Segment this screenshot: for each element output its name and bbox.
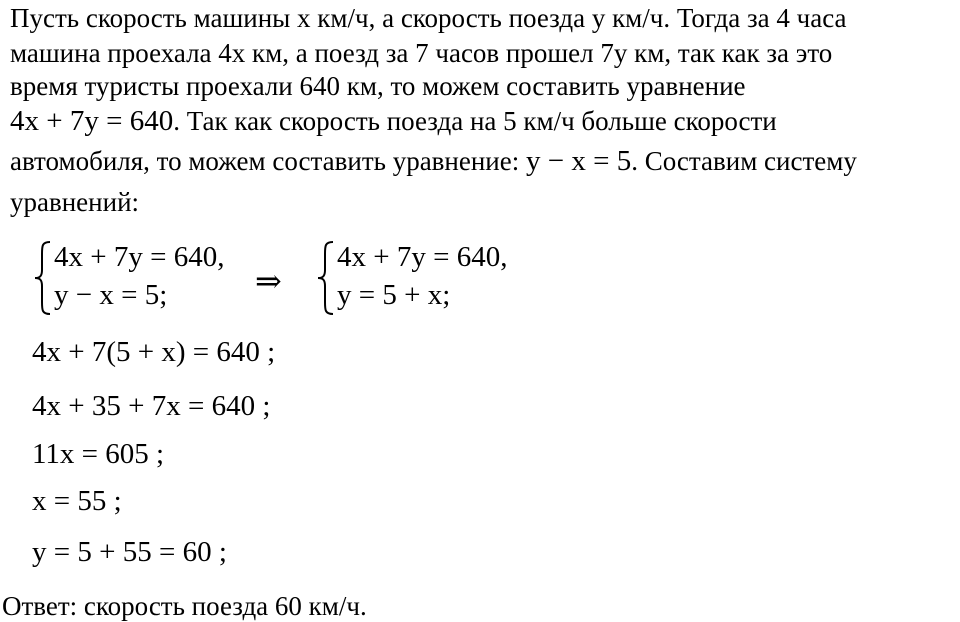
paragraph-line-5 xyxy=(10,145,857,177)
line-5-text-before: автомобиля, то можем составить уравнение: xyxy=(10,146,520,176)
line-5-text-after: . Составим систему xyxy=(631,146,857,176)
implies-arrow-icon: ⇒ xyxy=(255,263,282,299)
paragraph-line-4 xyxy=(10,105,777,137)
answer-line: Ответ: скорость поезда 60 км/ч. xyxy=(2,591,367,621)
system-right xyxy=(315,240,545,320)
paragraph-line-2: машина проехала 4x км, а поезд за 7 часов прошел 7y км, так как за это xyxy=(10,38,833,68)
system-right-eq-2: y = 5 + x; xyxy=(337,279,451,311)
system-left xyxy=(32,240,262,320)
paragraph-line-3: время туристы проехали 640 км, то можем составить уравнение xyxy=(10,71,746,101)
solution-step-3: 11x = 605 ; xyxy=(32,438,165,470)
paragraph-line-1: Пусть скорость машины x км/ч, а скорость поезда y км/ч. Тогда за 4 часа xyxy=(10,3,847,33)
solution-step-1: 4x + 7(5 + x) = 640 ; xyxy=(32,336,276,368)
solution-step-2: 4x + 35 + 7x = 640 ; xyxy=(32,390,271,422)
system-right-eq-1: 4x + 7y = 640, xyxy=(337,241,508,273)
line-4-text: . Так как скорость поезда на 5 км/ч больше скорости xyxy=(173,106,777,136)
equation-4x-7y: 4x + 7y = 640 xyxy=(10,105,174,137)
system-left-eq-2: y − x = 5; xyxy=(54,279,168,311)
system-left-eq-1: 4x + 7y = 640, xyxy=(54,241,225,273)
equation-y-minus-x: y − x = 5 xyxy=(526,145,632,177)
left-brace-icon xyxy=(32,240,54,316)
solution-step-5: y = 5 + 55 = 60 ; xyxy=(32,536,227,568)
right-brace-icon xyxy=(315,240,337,316)
paragraph-line-6: уравнений: xyxy=(10,187,140,217)
solution-step-4: x = 55 ; xyxy=(32,485,122,517)
